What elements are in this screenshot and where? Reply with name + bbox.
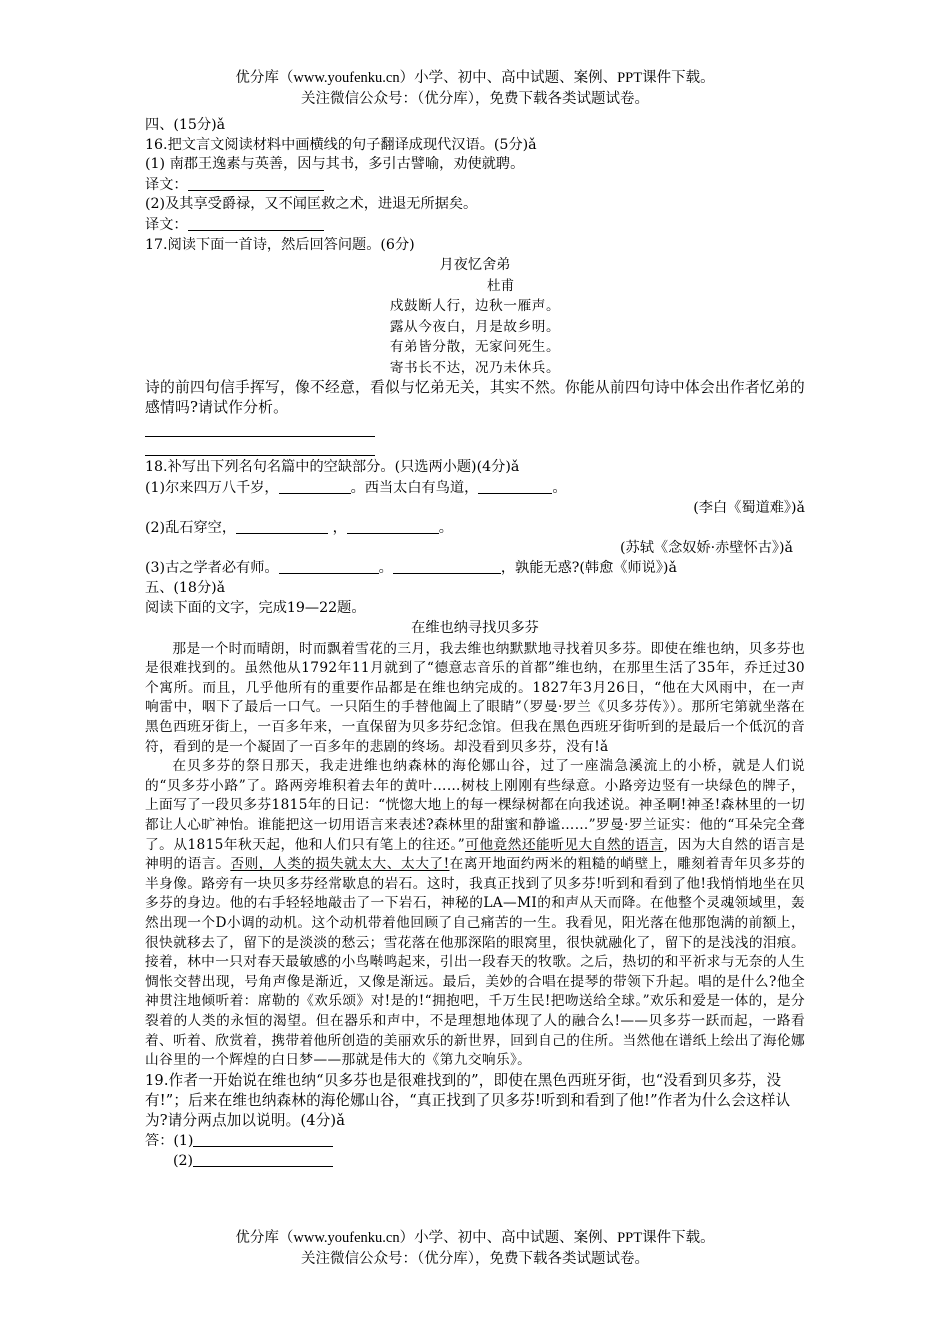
article-paragraph-1: 那是一个时而晴朗，时而飘着雪花的三月，我去维也纳默默地寻找着贝多芬。即使在维也纳，贝多芬也是很难找到的。虽然他从1792年11月就到了“德意志音乐的首都”维也纳，在那里生活了35年，乔迁过30个寓所。而且，几乎他所有的重要作品都是在维也纳完成的。1827年3月26日，“他在大风雨中，在一声响雷中，咽下了最后一口气。一只陌生的手替他阖上了眼睛”（罗曼·罗兰《贝多芬传》）。那所宅第就坐落在黑色西班牙街上，一百多年来，一直保留为贝多芬纪念馆。但我在黑色西班牙街听到的是最后一个低沉的音符，看到的是一个凝固了一百多年的悲剧的终场。却没看到贝多芬，没有!ǎ (145, 640, 805, 755)
text: ，孰能无惑?(韩愈《师说》)ǎ (500, 560, 677, 577)
q18-item-3 (145, 558, 805, 579)
q18-source-1: (李白《蜀道难》)ǎ (693, 499, 805, 516)
section-5-heading: 五、(18分)ǎ (145, 579, 226, 596)
text: (1)尔来四万八千岁， (145, 479, 279, 496)
answer-blank[interactable] (193, 1151, 333, 1167)
fill-blank[interactable] (236, 518, 328, 534)
text: ，因为大自然的语言是神明的语言。 (145, 836, 805, 873)
text: 。 (378, 560, 393, 577)
q16-item-2: (2)及其享受爵禄，又不闻匡救之术，进退无所据矣。 (145, 196, 478, 213)
text: 。 (552, 479, 567, 496)
q16-answer-1 (145, 175, 805, 196)
answer-blank[interactable] (188, 175, 324, 191)
poem-author: 杜甫 (487, 277, 515, 294)
footer-line-2: 关注微信公众号：（优分库），免费下载各类试题试卷。 (301, 1251, 649, 1267)
fill-blank[interactable] (393, 558, 501, 574)
text: 在贝多芬的祭日那天，我走进维也纳森林的海伦娜山谷，过了一座湍急溪流上的小桥，就是人们说的“贝多芬小路”了。路两旁堆积着去年的黄叶……树枝上刚刚有些绿意。小路旁边竖有一块绿色的牌子，上面写了一段贝多芬1815年的日记：“恍惚大地上的每一棵绿树都在向我述说。神圣啊!神圣!森林里的一切都让人心旷神怡。谁能把这一切用语言来表述?森林里的甜蜜和静谧……”罗曼·罗兰证实：他的“耳朵完全聋了。从1815年秋天起，他和人们只有笔上的往还。” (145, 758, 805, 853)
article-title: 在维也纳寻找贝多芬 (411, 620, 539, 637)
answer-blank[interactable] (188, 215, 324, 231)
q18-item-2 (145, 518, 805, 539)
fill-blank[interactable] (347, 518, 439, 534)
header-line-2: 关注微信公众号：（优分库），免费下载各类试题试卷。 (301, 91, 649, 107)
text: (3)古之学者必有师。 (145, 560, 279, 577)
footer-line-1: 优分库（www.youfenku.cn）小学、初中、高中试题、案例、PPT课件下载。 (235, 1230, 715, 1246)
text: ， (332, 520, 347, 537)
section-5-intro: 阅读下面的文字，完成19—22题。 (145, 599, 366, 616)
answer-label: 译文： (145, 176, 188, 193)
q19-answer-1 (145, 1131, 805, 1152)
fill-blank[interactable] (478, 478, 552, 494)
article-paragraph-2 (145, 757, 805, 1071)
text: 。 (438, 520, 453, 537)
fill-blank[interactable] (279, 558, 379, 574)
poem-line: 寄书长不达，况乃未休兵。 (389, 359, 561, 376)
q18-source-2: (苏轼《念奴娇·赤壁怀古》)ǎ (619, 539, 793, 556)
text: 在离开地面约两米的粗糙的峭壁上，雕刻着青年贝多芬的半身像。路旁有一块贝多芬经常歇息的岩石。这时，我真正找到了贝多芬!听到和看到了他!我悄悄地坐在贝多芬的身边。他的右手轻轻地敲击了一下岩石，神秘的LA—MI的和声从天而降。在他整个灵魂领域里，轰然出现一个D小调的动机。这个动机带着他回顾了自己痛苦的一生。我看见，阳光落在他那饱满的前额上，很快就移去了，留下的是淡淡的愁云；雪花落在他那深陷的眼窝里，很快就融化了，留下的是浅浅的泪痕。接着，林中一只对春天最敏感的小鸟啭鸣起来，引出一段春天的牧歌。之后，热切的和平祈求与无奈的人生惆怅交替出现，号角声像是渐近，又像是渐远。最后，美妙的合唱在提琴的带领下升起。唱的是什么?他全神贯注地倾听着：席勒的《欢乐颂》对!是的!“拥抱吧，千万生民!把吻送给全球。”欢乐和爱是一体的，是分裂着的人类的永恒的渴望。但在器乐和声中，不是理想地体现了人的融合么!——贝多芬一跃而起，一路看着、听着、欣赏着，携带着他所创造的美丽欢乐的新世界，回到自己的住所。当然他在谱纸上绘出了海伦娜山谷里的一个辉煌的白日梦——那就是伟大的《第九交响乐》。 (145, 856, 805, 1069)
answer-label: 答：(1) (145, 1132, 194, 1149)
q18-item-1 (145, 478, 805, 499)
underlined-sentence: 否则，人类的损失就太大、太大了! (230, 856, 450, 873)
q19-answer-2 (145, 1151, 805, 1172)
poem-line: 有弟皆分散，无家问死生。 (389, 339, 561, 356)
q17-stem: 17.阅读下面一首诗，然后回答问题。(6分) (145, 236, 415, 253)
q17-question: 诗的前四句信手挥写，像不经意，看似与忆弟无关，其实不然。你能从前四句诗中体会出作者忆弟的感情吗?请试作分析。 (145, 379, 805, 417)
answer-line[interactable] (145, 418, 375, 437)
poem-line: 露从今夜白，月是故乡明。 (389, 318, 561, 335)
q16-stem: 16.把文言文阅读材料中画横线的句子翻译成现代汉语。(5分)ǎ (145, 136, 537, 153)
q18-stem: 18.补写出下列名句名篇中的空缺部分。(只选两小题)(4分)ǎ (145, 459, 520, 476)
fill-blank[interactable] (279, 478, 351, 494)
q16-answer-2 (145, 215, 805, 236)
poem-title: 月夜忆舍弟 (439, 257, 511, 274)
q19-stem: 19.作者一开始说在维也纳“贝多芬也是很难找到的”，即使在黑色西班牙街，也“没看到贝多芬，没有!”；后来在维也纳森林的海伦娜山谷，“真正找到了贝多芬!听到和看到了他!”作者为什么会这样认为?请分两点加以说明。(4分)ǎ (145, 1071, 791, 1129)
text: (2)乱石穿空， (145, 520, 237, 537)
answer-line[interactable] (145, 437, 375, 456)
answer-blank[interactable] (193, 1131, 333, 1147)
text: 。西当太白有鸟道， (350, 479, 479, 496)
answer-label: (2) (173, 1153, 194, 1170)
answer-label: 译文： (145, 216, 188, 233)
poem-line: 戍鼓断人行，边秋一雁声。 (389, 298, 561, 315)
document-body (145, 116, 805, 1172)
underlined-sentence: 可他竟然还能听见大自然的语言 (465, 836, 664, 853)
q16-item-1: (1) 南郡王逸素与英善，因与其书，多引古譬喻，劝使就聘。 (145, 156, 525, 173)
header-line-1: 优分库（www.youfenku.cn）小学、初中、高中试题、案例、PPT课件下载。 (235, 70, 715, 86)
section-4-heading: 四、(15分)ǎ (145, 117, 226, 133)
